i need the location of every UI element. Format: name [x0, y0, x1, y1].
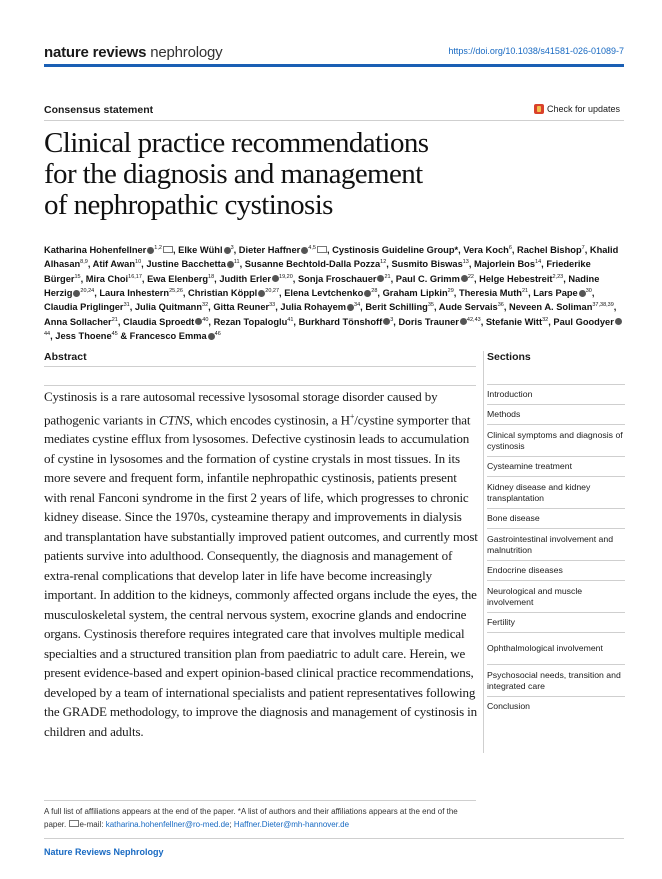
author-affiliation: 29: [447, 288, 454, 295]
author-affiliation: 41: [287, 316, 294, 323]
abstract-rule: [44, 366, 476, 367]
abstract-part: /cystine symporter that mediates cystine efflux from lysosomes. Defective cystinosin leads to accumulation of cystine in lysosomes and the formation of cystine crystals in most tissues. In its more severe and frequent form, infantile nephropathic cystinosis, patients present with renal Fanconi syndrome in the first 2 years of life, which progresses to chronic kidney disease. Since the 1970s, cysteamine therapy and improvements in dialysis and transplantation have substantially improved patient outcomes, and currently most patients survive into adulthood. Consequently, the diagnosis and management of extra-renal complications that develop later in life have become increasingly important. In addition to the kidneys, commonly affected organs include the eyes, the musculoskeletal system, the central nervous system, exocrine glands and endocrine organs. Cystinosis therefore requires integrated care that involves multiple medical specialties and a structured transition plan from paediatric to adult care. Herein, we present evidence-based and expert opinion-based clinical practice recommendations, developed by a team of international specialists and patient representatives following the GRADE methodology, to improve the diagnosis and management of cystinosis in children and adults.: [44, 411, 478, 739]
orcid-icon[interactable]: [461, 275, 468, 282]
author-affiliation: 46: [214, 331, 221, 338]
author-affiliation: 13: [462, 259, 469, 266]
content-type-rule: [44, 120, 624, 121]
author[interactable]: [396, 274, 474, 284]
author[interactable]: [123, 317, 208, 327]
author[interactable]: [533, 288, 592, 298]
author[interactable]: [459, 288, 528, 298]
envelope-icon[interactable]: [163, 246, 173, 253]
author[interactable]: [219, 274, 292, 284]
footnote: [44, 805, 480, 831]
author-name: Mira Choi: [85, 273, 129, 284]
sections-heading: Sections: [487, 351, 531, 363]
brand-light: nephrology: [146, 44, 223, 61]
author-affiliation: 20,24: [80, 288, 95, 295]
author-name: Stefanie Witt: [485, 316, 543, 327]
footer-rule: [44, 838, 624, 839]
author-name: Paul Goodyer: [553, 316, 614, 327]
author[interactable]: [44, 317, 118, 327]
author[interactable]: [439, 302, 504, 312]
author-affiliation: 22: [467, 273, 474, 280]
orcid-icon[interactable]: [224, 247, 231, 254]
email-label: e-mail:: [79, 820, 106, 829]
author-name: Anna Sollacher: [44, 316, 112, 327]
author[interactable]: [93, 259, 141, 269]
author-affiliation: 8,9: [80, 259, 88, 266]
author-affiliation: 44: [44, 331, 51, 338]
author[interactable]: [147, 274, 214, 284]
journal-name-footer: Nature Reviews Nephrology: [44, 847, 164, 857]
author-affiliation: 30: [585, 288, 592, 295]
author-affiliation: 32: [542, 316, 549, 323]
envelope-icon[interactable]: [317, 246, 327, 253]
author[interactable]: [44, 302, 130, 312]
author-name: Neveen A. Soliman: [509, 302, 593, 313]
check-updates-link[interactable]: [534, 104, 620, 114]
author[interactable]: [146, 259, 239, 269]
author[interactable]: [299, 317, 394, 327]
author-name: Doris Trauner: [398, 316, 459, 327]
section-link[interactable]: Gastrointestinal involvement and malnutrition: [487, 528, 625, 560]
author[interactable]: [214, 317, 294, 327]
author-name: Gitta Reuner: [213, 302, 270, 313]
author-affiliation: 16,17: [128, 273, 142, 280]
author-affiliation: 21: [384, 273, 391, 280]
author-name: Jess Thoene: [55, 331, 112, 342]
author-affiliation: 1,2: [154, 245, 162, 251]
author-name: Khalid Alhasan: [44, 245, 619, 270]
author-name: Susmito Biswas: [391, 259, 463, 270]
author-affiliation: 34: [354, 302, 361, 309]
author-affiliation: 20,27: [265, 288, 280, 295]
superscript-plus: +: [349, 411, 355, 421]
email-link-1[interactable]: katharina.hohenfellner@ro-med.de: [105, 820, 230, 829]
author-affiliation: 42,43: [466, 316, 481, 323]
author-affiliation: 3: [390, 316, 394, 323]
author-affiliation: 37,38,39: [592, 302, 614, 309]
footnote-text: A full list of affiliations appears at the end of the paper. *A list of authors and their affiliations appears at the end of the paper.: [44, 807, 458, 829]
author[interactable]: [55, 331, 117, 341]
abstract-text: [44, 387, 480, 741]
author-affiliation: 10: [135, 259, 142, 266]
orcid-icon[interactable]: [347, 304, 354, 311]
author[interactable]: [332, 245, 458, 255]
section-link[interactable]: Fertility: [487, 612, 625, 632]
section-link[interactable]: Cysteamine treatment: [487, 456, 625, 476]
section-link[interactable]: Psychosocial needs, transition and integrated care: [487, 664, 625, 696]
author-affiliation: 31: [123, 302, 130, 309]
author[interactable]: [509, 302, 614, 312]
author-name: Ewa Elenberg: [147, 273, 209, 284]
author-name: Dieter Haffner: [238, 245, 301, 255]
author[interactable]: [284, 288, 377, 298]
section-link[interactable]: Endocrine diseases: [487, 560, 625, 580]
author-affiliation: 19,20: [279, 273, 293, 280]
envelope-icon: [69, 820, 79, 827]
author-name: Nadine Herzig: [44, 273, 600, 299]
section-link[interactable]: Kidney disease and kidney transplantation: [487, 476, 625, 508]
author-affiliation: 25,26: [169, 288, 183, 295]
author-affiliation: 4,5: [308, 245, 316, 251]
author-affiliation: 3: [230, 245, 234, 251]
author[interactable]: [474, 259, 541, 269]
author-name: Majorlein Bos: [474, 259, 536, 270]
author-name: Susanne Bechtold-Dalla Pozza: [244, 259, 381, 270]
author-affiliation: 35: [427, 302, 434, 309]
abstract-part: , which encodes cystinosin, a H: [189, 411, 350, 427]
sections-list: [487, 366, 625, 716]
author-name: Julia Quitmann: [134, 302, 203, 313]
check-updates-text: Check for updates: [547, 104, 621, 114]
orcid-icon[interactable]: [208, 333, 215, 340]
author[interactable]: [517, 245, 585, 255]
author-name: Paul C. Grimm: [395, 273, 460, 284]
header-rule: [44, 64, 624, 67]
journal-header: [44, 38, 624, 68]
author-name: Cystinosis Guideline Group*: [332, 245, 459, 255]
author-name: Claudia Sproedt: [122, 316, 195, 327]
author-name: Claudia Priglinger: [44, 302, 124, 313]
author[interactable]: [135, 302, 208, 312]
author[interactable]: [120, 331, 220, 341]
author[interactable]: [178, 245, 234, 255]
author-name: Sonja Froschauer: [297, 273, 377, 284]
author-name: Lars Pape: [533, 288, 578, 299]
author-name: Aude Servais: [438, 302, 498, 313]
author-name: Christian Köppl: [188, 288, 258, 299]
author-name: Helge Hebestreit: [479, 273, 553, 284]
author-affiliation: 36: [497, 302, 504, 309]
author-name: Rezan Topaloglu: [213, 316, 288, 327]
author[interactable]: [486, 317, 548, 327]
author[interactable]: [298, 274, 391, 284]
footnote-rule: [44, 800, 476, 801]
author-name: Justine Bacchetta: [146, 259, 226, 270]
author[interactable]: [86, 274, 142, 284]
section-link[interactable]: Clinical symptoms and diagnosis of cystinosis: [487, 424, 625, 456]
abstract-heading: Abstract: [44, 351, 87, 363]
author-name: Elena Levtchenko: [284, 288, 364, 299]
author-affiliation: 11: [233, 259, 240, 266]
orcid-icon[interactable]: [227, 261, 234, 268]
abstract-part: Cystinosis is a rare autosomal recessive lysosomal storage disorder caused by pathogenic variants in: [44, 389, 438, 427]
section-link[interactable]: Bone disease: [487, 508, 625, 528]
author[interactable]: [213, 302, 275, 312]
author-affiliation: 2,23: [552, 273, 564, 280]
author-name: Friederike Bürger: [44, 259, 591, 284]
author-list: Katharina Hohenfellner $^{1,2}$ , Elke Wühl $^3$, Dieter Haffner $^{4,5}$ , Cystinosis Guideline Group*, Vera Koch$^6$, Rachel Bishop$^7$, Khalid Alhasan$^{8,9}$, Atif Awan$^{10}$, Justine Bacchetta $^{11}$, Susanne Bechtold-Dalla Pozza$^{12}$, Susmito Biswas$^{13}$, Majorlein Bos$^{14}$, Friederike Bürger$^{15}$, Mira Choi$^{16,17}$, Ewa Elenberg$^{18}$, Judith Erler $^{19,20}$, Sonja Froschauer $^{21}$, Paul C. Grimm $^{22}$, Helge Hebestreit$^{2,23}$, Nadine Herzig $^{20,24}$, Laura Inhestern$^{25,26}$, Christian Köppl $^{20,27}$, Elena Levtchenko $^{28}$, Graham Lipkin$^{29}$, Theresia Muth$^{21}$, Lars Pape $^{30}$, Claudia Priglinger$^{31}$, Julia Quitmann$^{32}$, Gitta Reuner$^{33}$, Julia Rohayem $^{34}$, Berit Schilling$^{35}$, Aude Servais$^{36}$, Neveen A. Soliman$^{37,38,39}$, Anna Sollacher$^{21}$, Claudia Sproedt $^{40}$, Rezan Topaloglu$^{41}$, Burkhard Tönshoff $^3$, Doris Trauner $^{42,43}$, Stefanie Witt$^{32}$, Paul Goodyer$^{44}$, Jess Thoene$^{45}$ & Francesco Emma $^{46}$: [44, 243, 626, 343]
author-name: Berit Schilling: [365, 302, 428, 313]
author-name: Judith Erler: [219, 273, 272, 284]
orcid-icon[interactable]: [579, 290, 586, 297]
author-name: Julia Rohayem: [280, 302, 347, 313]
author-affiliation: 28: [371, 288, 378, 295]
author-name: Rachel Bishop: [517, 245, 582, 255]
author-name: Vera Koch: [463, 245, 509, 255]
author[interactable]: [245, 259, 386, 269]
author-affiliation: 33: [269, 302, 276, 309]
doi-link[interactable]: https://doi.org/10.1038/s41581-026-01089-7: [448, 46, 624, 56]
section-link[interactable]: Introduction: [487, 384, 625, 404]
content-type-label: Consensus statement: [44, 104, 154, 116]
author-name: Graham Lipkin: [382, 288, 448, 299]
author-affiliation: 15: [74, 273, 81, 280]
title-line: Clinical practice recommendations: [44, 127, 429, 159]
author-affiliation: 40: [202, 316, 209, 323]
abstract-rule-lower: [44, 385, 476, 386]
author[interactable]: [383, 288, 454, 298]
brand-bold: nature reviews: [44, 44, 147, 61]
orcid-icon[interactable]: [615, 318, 622, 325]
author-affiliation: 7: [581, 245, 585, 251]
author-name: Katharina Hohenfellner: [44, 245, 147, 255]
author[interactable]: [99, 288, 183, 298]
author[interactable]: [188, 288, 279, 298]
column-divider: [483, 351, 484, 753]
orcid-icon[interactable]: [460, 318, 467, 325]
journal-brand[interactable]: [44, 44, 222, 61]
author[interactable]: [391, 259, 468, 269]
author[interactable]: [365, 302, 434, 312]
author-affiliation: 45: [111, 331, 118, 338]
author-affiliation: 32: [202, 302, 209, 309]
author-affiliation: 14: [535, 259, 542, 266]
author-affiliation: 21: [521, 288, 529, 295]
author-name: Elke Wühl: [178, 245, 223, 255]
check-updates-icon: [534, 104, 544, 114]
author-affiliation: 12: [380, 259, 387, 266]
author[interactable]: [479, 274, 563, 284]
section-link[interactable]: Methods: [487, 404, 625, 424]
author[interactable]: [398, 317, 480, 327]
orcid-icon[interactable]: [272, 275, 279, 282]
author-name: Theresia Muth: [458, 288, 522, 299]
email-link-2[interactable]: Haffner.Dieter@mh-hannover.de: [233, 820, 350, 829]
email-separator: ;: [229, 820, 234, 829]
author-name: Francesco Emma: [129, 331, 207, 342]
author[interactable]: [239, 245, 327, 255]
author-affiliation: 21: [111, 316, 118, 323]
author[interactable]: [44, 245, 173, 255]
author-affiliation: 18: [208, 273, 215, 280]
section-link[interactable]: Neurological and muscle involvement: [487, 580, 625, 612]
author-name: Atif Awan: [92, 259, 136, 270]
section-link[interactable]: Conclusion: [487, 696, 625, 716]
section-link[interactable]: Ophthalmological involvement: [487, 632, 625, 664]
author-affiliation: 6: [508, 245, 512, 251]
author-name: Burkhard Tönshoff: [298, 316, 383, 327]
author-prefix: &: [120, 331, 130, 342]
article-title: [44, 128, 524, 221]
gene-name: CTNS: [159, 411, 190, 427]
author-name: Laura Inhestern: [99, 288, 170, 299]
title-line: of nephropathic cystinosis: [44, 189, 333, 221]
author[interactable]: [463, 245, 512, 255]
author[interactable]: [280, 302, 360, 312]
title-line: for the diagnosis and management: [44, 158, 423, 190]
